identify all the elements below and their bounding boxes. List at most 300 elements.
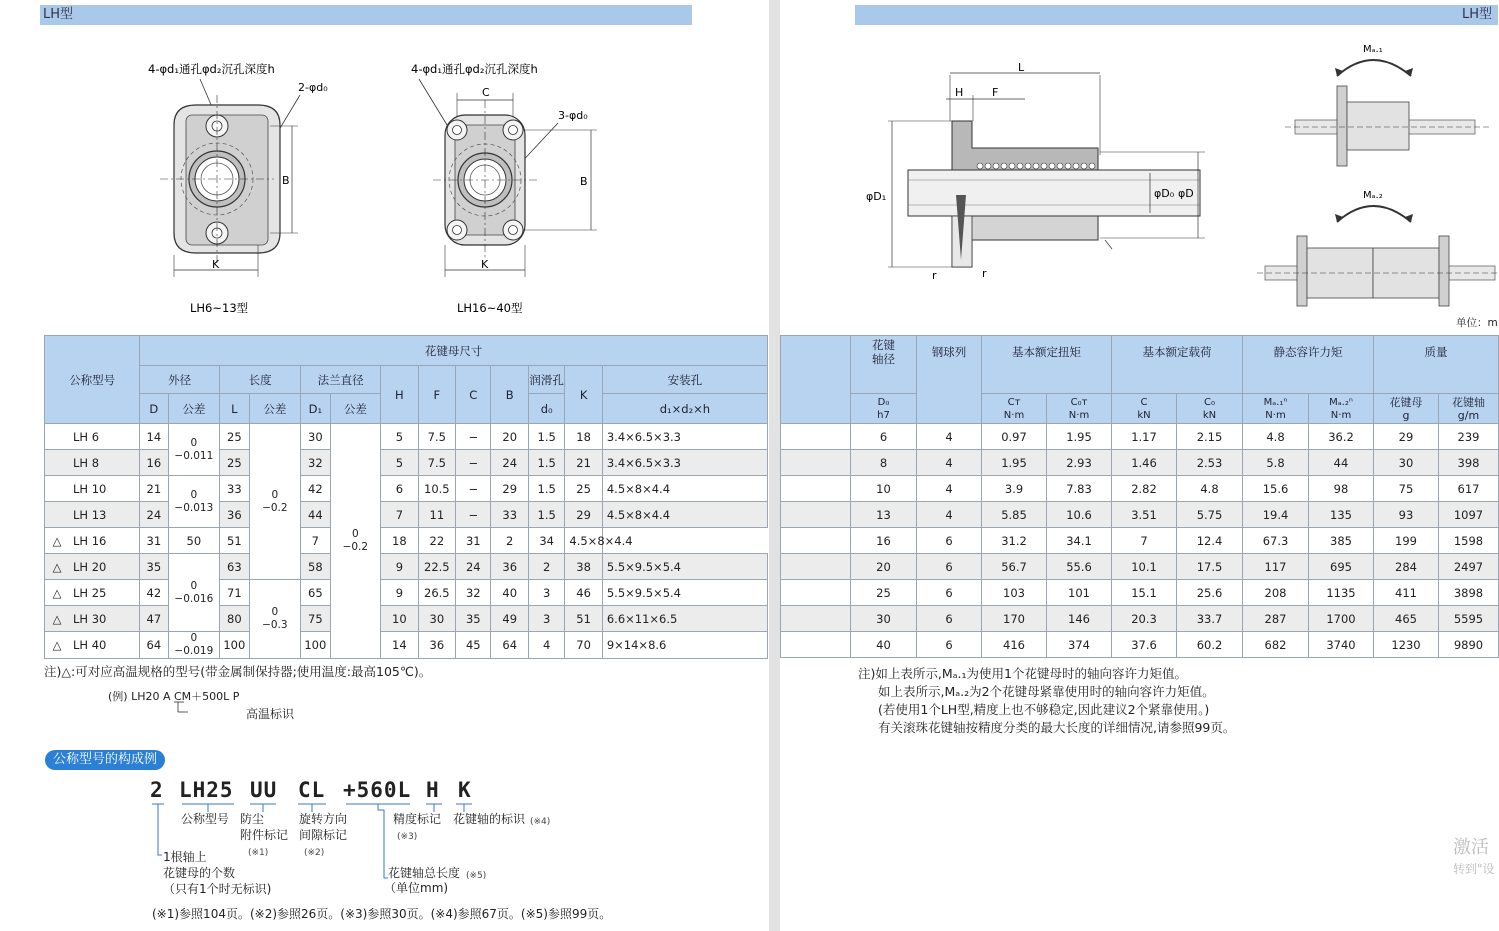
cell-c: 10.1 <box>1112 554 1177 580</box>
cell-d1-tol <box>330 424 381 659</box>
left-head-mount-dims: d₁×d₂×h <box>602 394 767 424</box>
part-dust: UU <box>250 778 278 802</box>
cell-d: 31 <box>140 528 168 554</box>
cell-blank <box>781 502 851 528</box>
cell-blank <box>781 450 851 476</box>
right-head-rows-text: 钢球列 <box>931 345 967 359</box>
cell-l: 63 <box>220 554 249 580</box>
cell-c: 3.51 <box>1112 502 1177 528</box>
side-d1-label: φD₁ <box>866 190 887 203</box>
left-head-d1: D₁ <box>301 394 330 424</box>
right-head-shaft-mass: 花键轴 g/m <box>1439 394 1499 424</box>
cell-h: 7 <box>301 528 330 554</box>
label-accuracy-ref: (※3) <box>397 832 418 842</box>
cell-ma1: 15.6 <box>1243 476 1309 502</box>
cell-mount: 4.5×8×4.4 <box>602 476 767 502</box>
cell-d1: 44 <box>301 502 330 528</box>
side-f-label: F <box>992 86 999 99</box>
cell-b: 24 <box>491 450 528 476</box>
cell-model <box>45 450 140 476</box>
table-row <box>781 632 1499 658</box>
cell-f: 7.5 <box>418 424 455 450</box>
cell-c0t: 146 <box>1047 606 1112 632</box>
cell-f: 36 <box>418 632 455 659</box>
cell-h: 6 <box>381 476 418 502</box>
cell-c0: 60.2 <box>1177 632 1243 658</box>
left-head-d0: d₀ <box>528 394 564 424</box>
cell-shaft-mass: 9890 <box>1439 632 1499 658</box>
label-shaft-mark-ref: (※4) <box>530 817 551 827</box>
high-temp-triangle-icon: △ <box>52 611 62 626</box>
part-count: 2 <box>150 778 164 802</box>
part-model: LH25 <box>179 778 234 802</box>
cell-ct: 3.9 <box>982 476 1047 502</box>
cell-h: 5 <box>381 450 418 476</box>
small-lube-label: 2-φd₀ <box>298 81 328 94</box>
cell-shaft-dia: 8 <box>851 450 917 476</box>
side-d-label: φD <box>1178 187 1194 200</box>
table-row <box>45 528 768 554</box>
cell-model-text: LH 13 <box>73 507 107 522</box>
cell-ma1: 4.8 <box>1243 424 1309 450</box>
left-head-d-tol: 公差 <box>168 394 220 424</box>
watermark-goto: 转到"设 <box>1453 862 1495 876</box>
right-head-ct: Cᴛ N·m <box>982 394 1047 424</box>
cell-l: 71 <box>220 580 249 606</box>
small-k-label: K <box>212 258 220 271</box>
cell-shaft-dia: 16 <box>851 528 917 554</box>
cell-h: 7 <box>381 502 418 528</box>
cell-mount: 4.5×8×4.4 <box>602 502 767 528</box>
cell-d1: 32 <box>301 450 330 476</box>
cell-ball-rows: 6 <box>917 606 982 632</box>
right-head-rows <box>917 336 982 424</box>
tol-bottom: −0.016 <box>174 592 214 605</box>
cell-ct: 170 <box>982 606 1047 632</box>
tol-top: 0 <box>271 488 279 501</box>
left-head-l: L <box>220 394 249 424</box>
cell-k: 29 <box>565 502 602 528</box>
note-right-4: 有关滚珠花键轴按精度分类的最大长度的详细情况,请参照99页。 <box>878 720 1236 735</box>
left-head-flange: 法兰直径 <box>301 366 381 394</box>
large-b-label: B <box>580 175 588 188</box>
note-right-3: (若使用1个LH型,精度上也不够稳定,因此建议2个紧靠使用。) <box>878 702 1210 717</box>
cell-l: 50 <box>168 528 220 554</box>
high-temp-triangle-icon: △ <box>52 559 62 574</box>
table-row <box>45 424 768 450</box>
cell-c: 1.17 <box>1112 424 1177 450</box>
cell-shaft-mass: 1598 <box>1439 528 1499 554</box>
cell-b: 20 <box>491 424 528 450</box>
cell-ct: 31.2 <box>982 528 1047 554</box>
cell-model-text: LH 30 <box>73 611 107 626</box>
right-head-moment-text: 静态容许力矩 <box>1273 345 1343 359</box>
table-row <box>781 450 1499 476</box>
cell-c: 37.6 <box>1112 632 1177 658</box>
cell-c0t: 34.1 <box>1047 528 1112 554</box>
cell-k: 25 <box>565 476 602 502</box>
small-hole-label: 4-φd₁通孔φd₂沉孔深度h <box>148 62 275 76</box>
right-head-c0t: C₀ᴛ N·m <box>1047 394 1112 424</box>
label-rotation: 旋转方向 间隙标记 <box>299 812 348 842</box>
left-head-model: 公称型号 <box>45 336 140 424</box>
cell-ma1: 67.3 <box>1243 528 1309 554</box>
cell-blank <box>781 424 851 450</box>
cell-nut-mass: 30 <box>1374 450 1439 476</box>
tol-bottom: −0.2 <box>262 501 288 514</box>
cell-c0: 4.8 <box>1177 476 1243 502</box>
cell-ma2: 36.2 <box>1309 424 1374 450</box>
left-header-title: LH型 <box>43 7 74 22</box>
cell-c: 35 <box>456 606 491 632</box>
tol-bottom: −0.019 <box>174 645 214 657</box>
left-head-outer: 外径 <box>140 366 220 394</box>
table-row <box>45 502 768 528</box>
label-dust-ref: (※1) <box>248 848 269 858</box>
cell-c0t: 101 <box>1047 580 1112 606</box>
cell-k: 70 <box>565 632 602 659</box>
cell-c0: 2.53 <box>1177 450 1243 476</box>
cell-k: 46 <box>565 580 602 606</box>
cell-ct: 1.95 <box>982 450 1047 476</box>
cell-ma1: 117 <box>1243 554 1309 580</box>
cell-b: 64 <box>491 632 528 659</box>
table-row <box>781 580 1499 606</box>
cell-nut-mass: 465 <box>1374 606 1439 632</box>
right-spec-table <box>780 335 1499 658</box>
label-model-no: 公称型号 <box>181 812 230 826</box>
right-head-mass <box>1374 336 1499 394</box>
cell-c: 22 <box>418 528 455 554</box>
cell-ma2: 1135 <box>1309 580 1374 606</box>
table-row <box>45 450 768 476</box>
tol-top: 0 <box>190 579 198 592</box>
right-head-shaft-text: 花键 轴径 <box>872 338 895 366</box>
cell-f: 7.5 <box>418 450 455 476</box>
note-example: (例) LH20 A CM＋500L P <box>108 690 240 703</box>
cell-h: 14 <box>381 632 418 659</box>
cell-c0: 2.15 <box>1177 424 1243 450</box>
part-shaft-mark: K <box>458 778 472 802</box>
cell-shaft-dia: 25 <box>851 580 917 606</box>
cell-ma2: 695 <box>1309 554 1374 580</box>
cell-d: 24 <box>140 502 168 528</box>
cell-d: 64 <box>140 632 168 659</box>
left-header-band <box>40 5 692 25</box>
cell-d: 14 <box>140 424 168 450</box>
cell-shaft-dia: 20 <box>851 554 917 580</box>
cell-ball-rows: 6 <box>917 554 982 580</box>
cell-blank <box>781 606 851 632</box>
cell-model <box>45 502 140 528</box>
cell-c: 45 <box>456 632 491 659</box>
page-divider <box>769 0 780 931</box>
cell-ball-rows: 4 <box>917 424 982 450</box>
cell-shaft-dia: 10 <box>851 476 917 502</box>
cell-model <box>45 632 140 659</box>
cell-model <box>45 476 140 502</box>
cell-k: 18 <box>565 424 602 450</box>
cell-model-text: LH 20 <box>73 559 107 574</box>
cell-k: 21 <box>565 450 602 476</box>
high-temp-triangle-icon: △ <box>52 638 62 652</box>
cell-l: 36 <box>220 502 249 528</box>
right-head-d0h7: D₀ h7 <box>851 394 917 424</box>
table-row <box>45 476 768 502</box>
cell-blank <box>781 528 851 554</box>
unit-note: 单位：m <box>1456 317 1498 329</box>
cell-d0: 2 <box>491 528 528 554</box>
cell-l: 80 <box>220 606 249 632</box>
tol-top: 0 <box>190 436 198 449</box>
cell-c: − <box>456 450 491 476</box>
cell-c0: 17.5 <box>1177 554 1243 580</box>
cell-l-tol <box>249 424 301 580</box>
cell-f: 11 <box>418 502 455 528</box>
side-r-label-2: r <box>982 267 987 280</box>
cell-c: 1.46 <box>1112 450 1177 476</box>
table-row <box>45 606 768 632</box>
cell-shaft-mass: 1097 <box>1439 502 1499 528</box>
cell-model <box>45 554 140 580</box>
cell-ball-rows: 6 <box>917 580 982 606</box>
right-head-c0: C₀ kN <box>1177 394 1243 424</box>
right-head-moment <box>1243 336 1374 394</box>
part-accuracy: H <box>426 778 440 802</box>
tol-bottom: −0.2 <box>342 541 369 553</box>
cell-model-text: LH 6 <box>73 429 100 444</box>
cell-d0: 1.5 <box>528 424 564 450</box>
cell-mount: 3.4×6.5×3.3 <box>602 450 767 476</box>
cell-c0: 25.6 <box>1177 580 1243 606</box>
moment2-label: Mₐ.₂ <box>1363 190 1383 201</box>
side-h-label: H <box>955 86 964 99</box>
right-header-title: LH型 <box>1461 7 1492 22</box>
cell-d: 35 <box>140 554 168 580</box>
cell-model-text: LH 40 <box>73 638 107 652</box>
drawing-side-section <box>860 55 1210 290</box>
moment1-label: Mₐ.₁ <box>1363 44 1383 55</box>
cell-ct: 416 <box>982 632 1047 658</box>
tol-top: 0 <box>190 488 198 501</box>
cell-b: 49 <box>491 606 528 632</box>
right-head-c: C kN <box>1112 394 1177 424</box>
cell-model-text: LH 25 <box>73 585 107 600</box>
part-rotation: CL <box>298 778 326 802</box>
cell-d0: 3 <box>528 580 564 606</box>
cell-d-tol <box>168 424 220 476</box>
cell-shaft-dia: 40 <box>851 632 917 658</box>
table-row <box>781 502 1499 528</box>
left-head-lube: 润滑孔 <box>528 366 564 394</box>
cell-c: 24 <box>456 554 491 580</box>
cell-ma2: 98 <box>1309 476 1374 502</box>
cell-shaft-mass: 398 <box>1439 450 1499 476</box>
cell-d: 42 <box>140 580 168 606</box>
cell-nut-mass: 284 <box>1374 554 1439 580</box>
label-shaft-length-ref: (※5) <box>466 871 487 881</box>
right-head-load-text: 基本额定载荷 <box>1142 345 1212 359</box>
cell-c0: 33.7 <box>1177 606 1243 632</box>
cell-c: 15.1 <box>1112 580 1177 606</box>
cell-ball-rows: 6 <box>917 528 982 554</box>
tol-top: 0 <box>190 632 198 644</box>
cell-l: 25 <box>220 424 249 450</box>
cell-b: 29 <box>491 476 528 502</box>
cell-f: 18 <box>381 528 418 554</box>
cell-shaft-dia: 30 <box>851 606 917 632</box>
cell-d0: 2 <box>528 554 564 580</box>
cell-mount: 3.4×6.5×3.3 <box>602 424 767 450</box>
table-row <box>781 554 1499 580</box>
note-high-temp-mark: 高温标识 <box>246 707 295 721</box>
tol-bottom: −0.013 <box>174 501 214 514</box>
right-head-nut-mass: 花键母 g <box>1374 394 1439 424</box>
cell-h: 5 <box>381 424 418 450</box>
cell-shaft-mass: 617 <box>1439 476 1499 502</box>
label-shaft-length: 花键轴总长度 <box>388 866 461 880</box>
note-right-2: 如上表所示,Mₐ.₂为2个花键母紧靠使用时的轴向容许力矩值。 <box>878 684 1215 699</box>
large-lube-label: 3-φd₀ <box>558 109 588 122</box>
left-head-d: D <box>140 394 168 424</box>
table-row <box>45 632 768 659</box>
cell-ct: 56.7 <box>982 554 1047 580</box>
right-head-shaft <box>851 336 917 394</box>
small-b-label: B <box>282 174 290 187</box>
cell-c: − <box>456 502 491 528</box>
left-head-length: 长度 <box>220 366 301 394</box>
cell-k: 34 <box>528 528 564 554</box>
label-shaft-length-unit: （单位mm) <box>384 881 449 895</box>
cell-ma2: 44 <box>1309 450 1374 476</box>
cell-c: 7 <box>1112 528 1177 554</box>
right-head-torque <box>982 336 1112 394</box>
table-row <box>781 606 1499 632</box>
cell-d0: 1.5 <box>528 450 564 476</box>
drawing-lh16-40 <box>405 55 625 320</box>
cell-d1: 100 <box>301 632 330 659</box>
left-head-h: H <box>381 366 418 424</box>
label-accuracy: 精度标记 <box>393 812 442 826</box>
cell-d: 21 <box>140 476 168 502</box>
cell-mount: 4.5×8×4.4 <box>565 528 602 554</box>
large-c-label: C <box>482 86 490 99</box>
cell-c: 20.3 <box>1112 606 1177 632</box>
right-head-blank <box>781 336 851 424</box>
cell-c0t: 7.83 <box>1047 476 1112 502</box>
cell-f: 30 <box>418 606 455 632</box>
large-k-label: K <box>481 258 489 271</box>
left-head-b: B <box>491 366 528 424</box>
cell-nut-mass: 1230 <box>1374 632 1439 658</box>
cell-c0: 5.75 <box>1177 502 1243 528</box>
cell-b: 31 <box>456 528 491 554</box>
cell-ma1: 5.8 <box>1243 450 1309 476</box>
cell-c0t: 55.6 <box>1047 554 1112 580</box>
high-temp-triangle-icon: △ <box>52 533 62 548</box>
composition-refs: (※1)参照104页。(※2)参照26页。(※3)参照30页。(※4)参照67页。(※5)参照99页。 <box>152 907 612 921</box>
table-row <box>781 476 1499 502</box>
label-dust: 防尘 附件标记 <box>240 812 289 842</box>
high-temp-triangle-icon: △ <box>52 585 62 600</box>
right-head-ma1: Mₐ.₁ⁿ N·m <box>1243 394 1309 424</box>
cell-c: − <box>456 476 491 502</box>
drawing-moments <box>1255 40 1498 315</box>
cell-ct: 5.85 <box>982 502 1047 528</box>
small-caption: LH6~13型 <box>190 301 249 315</box>
cell-nut-mass: 93 <box>1374 502 1439 528</box>
watermark-activate: 激活 <box>1453 837 1489 858</box>
drawing-lh6-13 <box>140 55 360 320</box>
cell-f: 26.5 <box>418 580 455 606</box>
left-head-l-tol: 公差 <box>249 394 301 424</box>
cell-d-tol <box>168 476 220 528</box>
tol-bottom: −0.011 <box>174 449 214 462</box>
large-caption: LH16~40型 <box>457 301 523 315</box>
cell-model <box>45 424 140 450</box>
cell-f: 10.5 <box>418 476 455 502</box>
left-head-mount: 安装孔 <box>602 366 767 394</box>
cell-model-text: LH 10 <box>73 481 107 496</box>
cell-ma1: 287 <box>1243 606 1309 632</box>
cell-b: 36 <box>491 554 528 580</box>
cell-d: 47 <box>140 606 168 632</box>
side-l-label: L <box>1018 61 1025 74</box>
right-head-load <box>1112 336 1243 394</box>
cell-d1: 42 <box>301 476 330 502</box>
right-header-band <box>855 5 1498 25</box>
cell-nut-mass: 411 <box>1374 580 1439 606</box>
cell-d1: 75 <box>301 606 330 632</box>
right-head-mass-text: 质量 <box>1424 345 1448 359</box>
table-row <box>45 580 768 606</box>
side-d0-label: φD₀ <box>1154 187 1175 200</box>
table-row <box>45 554 768 580</box>
cell-model-text: LH 16 <box>73 533 107 548</box>
cell-model <box>45 580 140 606</box>
cell-mount: 5.5×9.5×5.4 <box>602 554 767 580</box>
table-row <box>781 528 1499 554</box>
left-head-c: C <box>456 366 491 424</box>
cell-l: 25 <box>220 450 249 476</box>
cell-d1: 65 <box>301 580 330 606</box>
note-high-temp: 注)△:可对应高温规格的型号(带金属制保持器;使用温度:最高105℃)。 <box>44 664 432 679</box>
part-length: +560L <box>343 778 412 802</box>
cell-model-text: LH 8 <box>73 455 100 470</box>
cell-blank <box>781 476 851 502</box>
cell-shaft-mass: 2497 <box>1439 554 1499 580</box>
left-spec-table <box>44 335 768 659</box>
cell-c: 32 <box>456 580 491 606</box>
cell-shaft-mass: 239 <box>1439 424 1499 450</box>
cell-d1: 51 <box>220 528 249 554</box>
cell-d1: 58 <box>301 554 330 580</box>
cell-k: 38 <box>565 554 602 580</box>
cell-f: 22.5 <box>418 554 455 580</box>
cell-d0: 1.5 <box>528 476 564 502</box>
tol-top: 0 <box>271 606 279 618</box>
cell-d-tol <box>168 632 220 659</box>
cell-l: 100 <box>220 632 249 659</box>
cell-d0: 3 <box>528 606 564 632</box>
large-hole-label: 4-φd₁通孔φd₂沉孔深度h <box>411 62 538 76</box>
label-shaft-mark: 花键轴的标识 <box>453 812 526 826</box>
composition-title: 公称型号的构成例 <box>45 750 165 770</box>
cell-d: 16 <box>140 450 168 476</box>
cell-h: 10 <box>381 606 418 632</box>
right-head-torque-text: 基本额定扭矩 <box>1012 345 1081 359</box>
cell-c: − <box>456 424 491 450</box>
